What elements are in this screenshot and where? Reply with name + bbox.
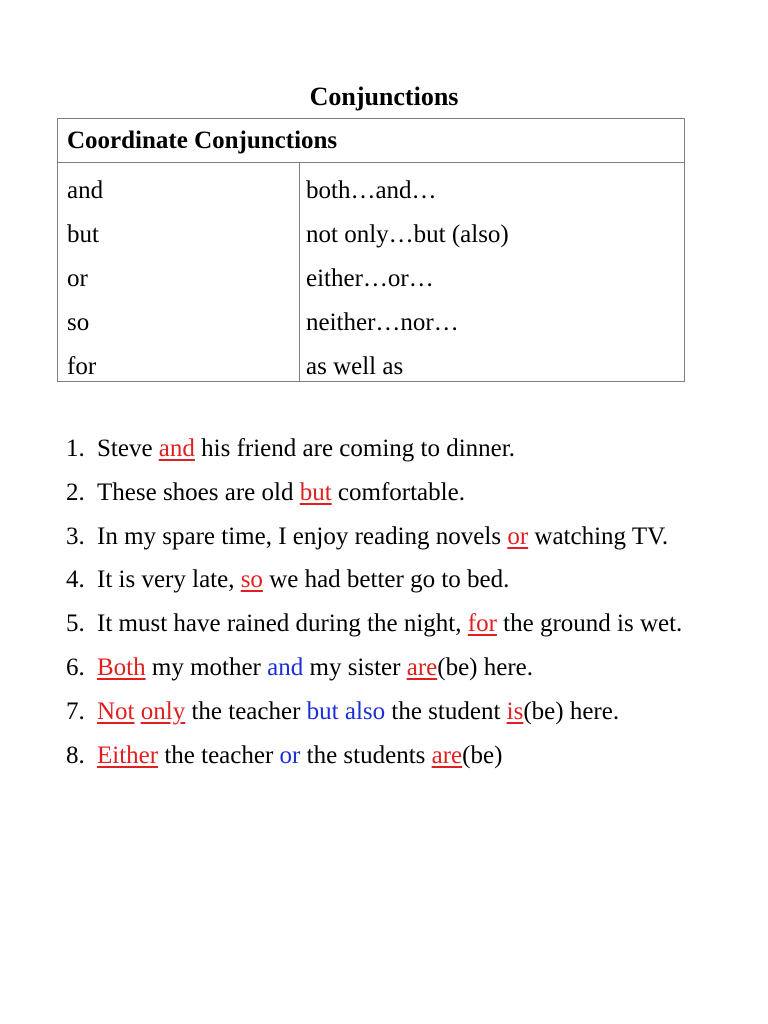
- item-number: 7.: [66, 697, 85, 725]
- conjunction-highlight: or: [507, 522, 529, 550]
- verb-highlight: are: [431, 741, 463, 769]
- example-sentences-list: [66, 427, 746, 777]
- text: the teacher: [158, 741, 280, 769]
- text: watching TV.: [528, 522, 669, 550]
- sentence-text: [97, 646, 687, 690]
- item-number: 8.: [66, 741, 85, 769]
- table-cell: but: [67, 221, 99, 248]
- table-header: Coordinate Conjunctions: [58, 119, 684, 163]
- text: the teacher: [185, 697, 307, 725]
- text: Steve: [97, 435, 159, 462]
- conjunction-blue: or: [279, 741, 301, 769]
- table-cell: both…and…: [306, 177, 437, 204]
- list-item: [66, 690, 746, 734]
- conjunctions-table: [57, 118, 685, 382]
- list-item: [66, 427, 746, 471]
- table-cell: either…or…: [306, 265, 434, 292]
- text: In my spare time, I enjoy reading novels: [97, 522, 508, 550]
- page-title: Conjunctions: [309, 82, 459, 111]
- conjunction-highlight: Either: [97, 741, 159, 769]
- list-item: [66, 602, 746, 646]
- conjunction-highlight: Both: [97, 653, 146, 681]
- text: his friend are coming to dinner.: [194, 435, 515, 462]
- text: my mother: [145, 653, 268, 681]
- simple-conjunctions-column: [67, 169, 103, 389]
- conjunction-highlight: only: [140, 697, 186, 725]
- table-cell: and: [67, 177, 104, 204]
- item-number: 2.: [66, 478, 85, 506]
- conjunction-highlight: so: [240, 566, 263, 594]
- conjunction-blue: and: [267, 653, 304, 681]
- item-number: 3.: [66, 522, 85, 550]
- table-cell: so: [67, 309, 90, 336]
- list-item: [66, 515, 746, 559]
- table-cell: or: [67, 265, 88, 292]
- table-cell: as well as: [306, 353, 404, 380]
- table-cell: neither…nor…: [306, 309, 459, 336]
- sentence-text: [97, 471, 687, 515]
- text: my sister: [303, 653, 407, 681]
- sentence-text: [97, 558, 687, 602]
- text: the student: [385, 697, 507, 725]
- conjunction-highlight: for: [467, 610, 497, 638]
- verb-highlight: is: [506, 697, 524, 725]
- column-divider: [299, 163, 300, 381]
- conjunction-highlight: Not: [97, 697, 135, 725]
- sentence-text: [97, 515, 687, 559]
- text: (be): [462, 741, 503, 769]
- conjunction-highlight: and: [158, 435, 195, 462]
- list-item: [66, 558, 746, 602]
- table-cell: for: [67, 353, 97, 380]
- item-number: 4.: [66, 566, 85, 594]
- table-cell: not only…but (also): [306, 221, 509, 248]
- text: These shoes are old: [97, 478, 300, 506]
- text: comfortable.: [331, 478, 465, 506]
- text: we had better go to bed.: [262, 566, 510, 594]
- sentence-text: [97, 734, 687, 778]
- sentence-text: [97, 690, 687, 734]
- text: (be) here.: [523, 697, 620, 725]
- list-item: [66, 734, 746, 778]
- conjunction-highlight: but: [299, 478, 332, 506]
- table-body: [58, 163, 684, 381]
- conjunction-blue: but also: [306, 697, 386, 725]
- list-item: [66, 471, 746, 515]
- text: (be) here.: [437, 653, 534, 681]
- list-item: [66, 646, 746, 690]
- correlative-conjunctions-column: [306, 169, 509, 389]
- item-number: 1.: [66, 435, 85, 462]
- text: the ground is wet.: [496, 610, 683, 638]
- text: It must have rained during the night,: [97, 610, 468, 638]
- text: It is very late,: [97, 566, 241, 594]
- sentence-text: [97, 427, 687, 471]
- verb-highlight: are: [406, 653, 438, 681]
- sentence-text: [97, 602, 687, 646]
- item-number: 5.: [66, 610, 85, 638]
- item-number: 6.: [66, 653, 85, 681]
- text: the students: [300, 741, 432, 769]
